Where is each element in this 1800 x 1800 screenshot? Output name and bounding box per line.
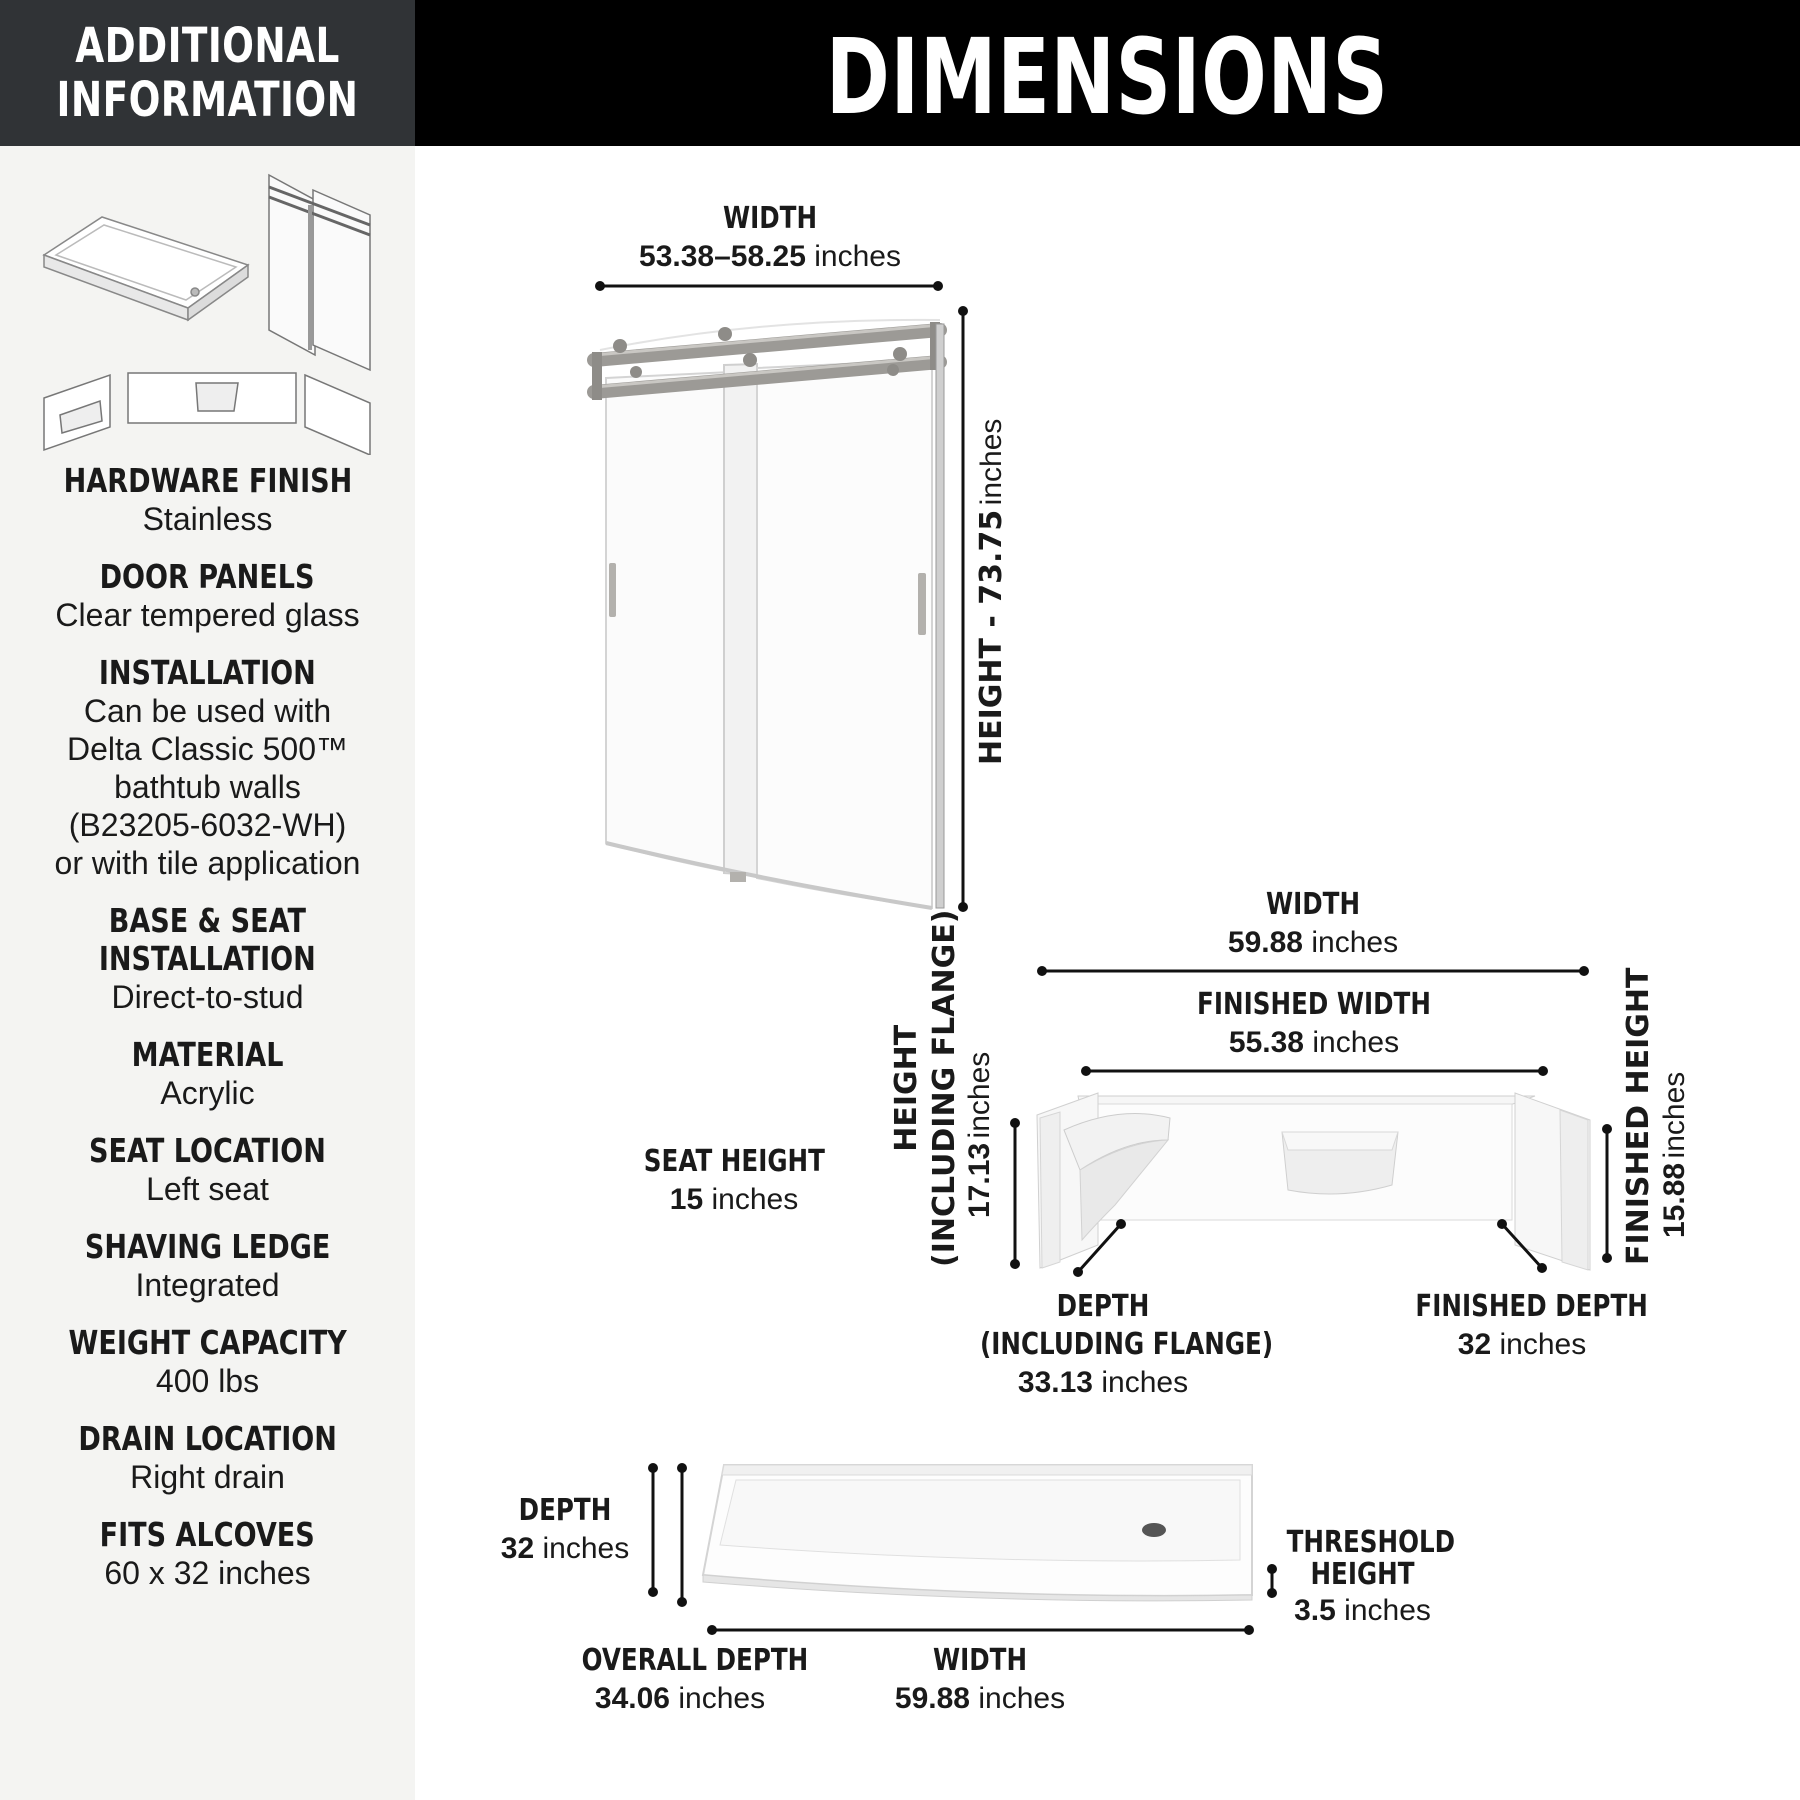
walls-height-value (961, 1052, 1004, 1218)
base-threshold-height-label (1270, 1527, 1455, 1631)
dimension-value: 15.88 (1658, 1162, 1691, 1238)
dimension-title: OVERALL DEPTH (581, 1643, 809, 1678)
spec-label: SEAT LOCATION (89, 1131, 326, 1170)
page-title: DIMENSIONS (826, 16, 1389, 138)
base-overall-depth-label (560, 1642, 809, 1718)
unit-text: inches (1344, 1594, 1431, 1627)
dimension-title: WIDTH (1265, 887, 1361, 922)
spec-label: DRAIN LOCATION (78, 1419, 337, 1458)
spec-label: SHAVING LEDGE (84, 1227, 331, 1266)
spec-value: Acrylic (160, 1075, 255, 1111)
walls-illustration (1037, 1093, 1590, 1270)
base-overall-depth-dimension-line (677, 1463, 687, 1607)
unit-text: inches (975, 418, 1008, 506)
unit-text: inches (542, 1532, 630, 1565)
dimension-title: HEIGHT - 73.75 (974, 509, 1009, 765)
dimension-title: (INCLUDING FLANGE) (927, 909, 962, 1267)
dimension-title: FINISHED WIDTH (1197, 987, 1431, 1022)
spec-value: 60 x 32 inches (104, 1555, 311, 1591)
walls-height-dimension-line (1010, 1118, 1020, 1269)
dimension-title: SEAT HEIGHT (643, 1144, 825, 1179)
dimension-title: WIDTH (932, 1643, 1028, 1678)
walls-finished-width-dimension-line (1081, 1066, 1548, 1076)
base-depth-dimension-line (648, 1463, 658, 1597)
dimension-value: 55.38 (1228, 1026, 1304, 1059)
dimension-value: 59.88 (1227, 926, 1303, 959)
door-width-label (620, 200, 920, 276)
shower-door-illustration (592, 320, 944, 908)
spec-label: MATERIAL (131, 1035, 284, 1074)
unit-text: inches (1101, 1366, 1189, 1399)
spec-label: FITS ALCOVES (99, 1515, 316, 1554)
dimension-title: HEIGHT (1310, 1557, 1415, 1592)
unit-text: inches (1499, 1328, 1587, 1361)
dimension-title: FINISHED HEIGHT (1621, 967, 1656, 1265)
base-width-dimension-line (707, 1625, 1254, 1635)
spec-value: Can be used with Delta Classic 500™ bathtub walls (B23205-6032-WH) or with tile application (54, 693, 361, 881)
dimension-value: 33.13 (1017, 1366, 1093, 1399)
walls-height-label (888, 910, 964, 1267)
unit-text: inches (1658, 1071, 1691, 1159)
spec-value: Left seat (146, 1171, 269, 1207)
dimension-value: 53.38–58.25 (639, 240, 806, 273)
spec-value: Clear tempered glass (55, 597, 360, 633)
base-depth-label (485, 1492, 645, 1568)
door-height-label (973, 419, 1016, 765)
spec-value: Stainless (142, 501, 273, 537)
spec-value: Direct-to-stud (111, 979, 304, 1015)
dimension-value: 59.88 (894, 1682, 970, 1715)
unit-text: inches (711, 1183, 799, 1216)
walls-depth-label (953, 1288, 1274, 1402)
walls-finished-height-value (1656, 1072, 1699, 1238)
dimension-value: 32 (1457, 1328, 1492, 1361)
shower-base-illustration (703, 1465, 1252, 1601)
walls-width-dimension-line (1037, 966, 1589, 976)
door-width-dimension-line (595, 281, 943, 291)
unit-text: inches (678, 1682, 766, 1715)
walls-finished-height-dimension-line (1602, 1124, 1612, 1263)
unit-text: inches (814, 240, 901, 273)
dimension-title: DEPTH (518, 1493, 612, 1528)
dimension-value: 3.5 (1294, 1594, 1336, 1627)
spec-value: 400 lbs (155, 1363, 260, 1399)
walls-finished-width-label (1164, 986, 1464, 1062)
dimension-title: (INCLUDING FLANGE) (980, 1327, 1274, 1362)
spec-label: HARDWARE FINISH (63, 461, 352, 500)
dimension-title: HEIGHT (889, 1024, 924, 1152)
unit-text: inches (978, 1682, 1066, 1715)
dimension-value: 32 (500, 1532, 535, 1565)
dimension-value: 34.06 (594, 1682, 670, 1715)
walls-width-label (1163, 886, 1463, 962)
unit-text: inches (1311, 926, 1399, 959)
walls-finished-depth-label (1392, 1288, 1652, 1364)
dimension-title: WIDTH (722, 201, 818, 236)
sidebar-header-line2: INFORMATION (56, 72, 359, 128)
dimension-title: FINISHED DEPTH (1415, 1289, 1648, 1324)
unit-text: inches (963, 1051, 996, 1139)
dimension-title: DEPTH (1056, 1289, 1150, 1324)
dimension-value: 15 (669, 1183, 704, 1216)
dimension-title: THRESHOLD (1286, 1525, 1456, 1560)
spec-label: BASE & SEAT INSTALLATION (98, 901, 317, 978)
spec-value: Right drain (130, 1459, 285, 1495)
spec-label: WEIGHT CAPACITY (68, 1323, 347, 1362)
unit-text: inches (1312, 1026, 1400, 1059)
base-width-label (860, 1642, 1100, 1718)
spec-value: Integrated (135, 1267, 280, 1303)
spec-label: DOOR PANELS (100, 557, 315, 596)
dimension-value: 17.13 (963, 1142, 996, 1218)
seat-height-label (624, 1143, 844, 1219)
door-height-dimension-line (958, 306, 968, 912)
sidebar-header-line1: ADDITIONAL (75, 18, 340, 74)
spec-label: INSTALLATION (98, 653, 317, 692)
walls-finished-height-label (1620, 968, 1658, 1265)
